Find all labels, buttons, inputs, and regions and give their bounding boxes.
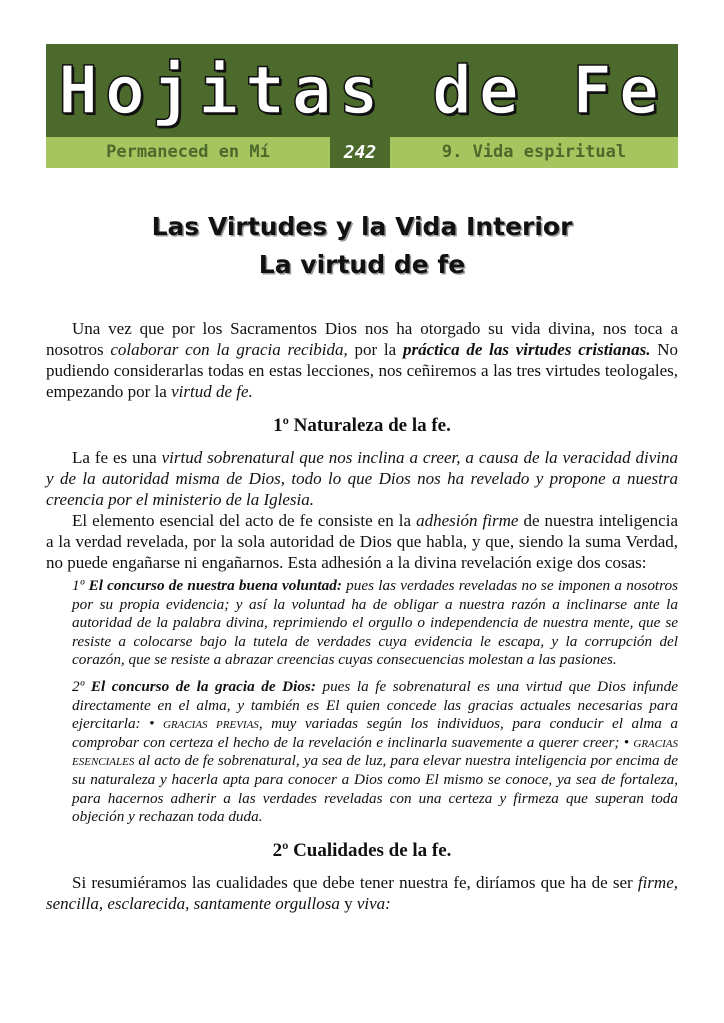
masthead-title: Hojitas de Fe <box>58 51 666 129</box>
intro-paragraph: Una vez que por los Sacramentos Dios nos ha otorgado su vida divina, nos toca a nosotros colaborar con la gracia recibida, por la práctica de las virtudes cristianas. No pudiendo considerarlas todas en estas lecciones, nos ceñiremos a las tres virtudes teologales, empezando por la virtud de fe. <box>46 319 678 401</box>
section-heading-cualidades: 2º Cualidades de la fe. <box>272 839 452 861</box>
section-heading-naturaleza: 1º Naturaleza de la fe. <box>273 415 451 436</box>
masthead-title-band <box>46 44 678 137</box>
qualities-paragraph: Si resumiéramos las cualidades que debe tener nuestra fe, diríamos que ha de ser firme, sencilla, esclarecida, santamente orgullosa y viva: <box>46 872 678 913</box>
masthead-subbar <box>46 137 678 168</box>
series-label: Permaneced en Mí <box>106 142 270 162</box>
category-label: 9. Vida espiritual <box>441 142 627 162</box>
issue-number: 242 <box>330 137 390 168</box>
list-item-voluntad: 1º El concurso de nuestra buena voluntad: pues las verdades reveladas no se imponen a nosotros por su propia evidencia; y así la voluntad ha de obligar a nuestra razón a inclinarse ante la autoridad de la palabra divina, reprimiendo el orgullo o independencia de nuestra mente, que se resiste a colocarse bajo la tutela de verdades cuya evidencia le escapa, y la corrupción del corazón, que se resiste a abrazar creencias cuyas consecuencias molestan a las pasiones. <box>72 577 678 669</box>
document-titles <box>46 208 678 284</box>
page-title: Las Virtudes y la Vida Interior <box>151 212 573 241</box>
definition-paragraph: La fe es una virtud sobrenatural que nos inclina a creer, a causa de la veracidad divina y de la autoridad misma de Dios, todo lo que Dios nos ha revelado y propone a nuestra creencia por el ministerio de la Iglesia. <box>46 448 678 509</box>
list-item-gracia: 2º El concurso de la gracia de Dios: pues la fe sobrenatural es una virtud que Dios infunde directamente en el alma, y también es El quien concede las gracias actuales necesarias para ejercitarla: • gracias previas, muy variadas según los individuos, para conducir el alma a comprobar con certeza el hecho de la revelación e inclinarla suavemente a querer creer; • gracias esenciales al acto de fe sobrenatural, ya sea de luz, para elevar nuestra inteligencia por encima de su naturaleza y hacerla apta para conocer a Dios como El mismo se conoce, ya sea de fortaleza, para hacernos adherir a las verdades reveladas con una certeza y firmeza que superan toda objeción y rechazan toda duda. <box>72 677 678 826</box>
essential-element-paragraph: El elemento esencial del acto de fe consiste en la adhesión firme de nuestra inteligencia a la verdad revelada, por la sola autoridad de Dios que habla, y que, siendo la suma Verdad, no puede engañarse ni engañarnos. Esta adhesión a la divina revelación exige dos cosas: <box>46 511 678 572</box>
article-body <box>46 318 678 914</box>
page-subtitle: La virtud de fe <box>258 250 466 279</box>
masthead <box>46 44 678 168</box>
